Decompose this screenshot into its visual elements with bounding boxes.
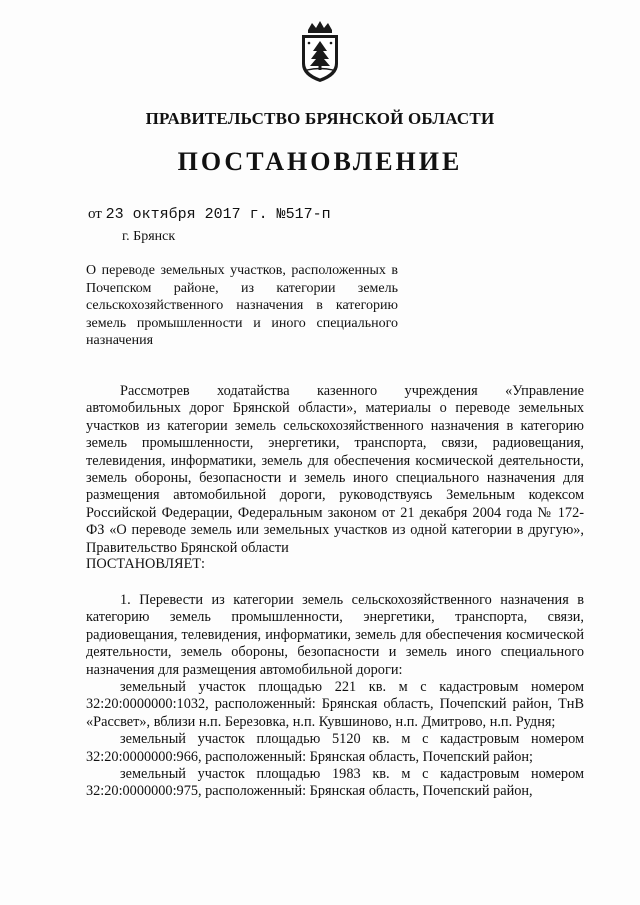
document-city: г. Брянск	[122, 229, 176, 244]
land-plot-paragraph: земельный участок площадью 5120 кв. м с кадастровым номером 32:20:0000000:966, расположенный: Брянская область, Почепский район;	[86, 731, 584, 765]
document-date-line	[88, 206, 331, 223]
preamble-block	[86, 383, 584, 557]
date-and-number: 23 октября 2017 г. №517-п	[105, 206, 331, 223]
preamble-paragraph: Рассмотрев ходатайства казенного учреждения «Управление автомобильных дорог Брянской области», материалы о переводе земельных участков из категории земель сельскохозяйственного назначения в категорию земель промышленности, энергетики, транспорта, связи, радиовещания, телевидения, информатики, земель для обеспечения космической деятельности, земель обороны, безопасности и земель иного специального назначения для размещения автомобильной дороги, руководствуясь Земельным кодексом Российской Федерации, Федеральным законом от 21 декабря 2004 года № 172-ФЗ «О переводе земель или земельных участков из одной категории в другую», Правительство Брянской области	[86, 383, 584, 556]
bryansk-coat-of-arms-icon	[296, 20, 344, 84]
decree-items	[86, 592, 584, 801]
document-type-title: ПОСТАНОВЛЕНИЕ	[177, 147, 463, 176]
organization-title: ПРАВИТЕЛЬСТВО БРЯНСКОЙ ОБЛАСТИ	[145, 109, 495, 128]
date-prefix: от	[88, 206, 102, 222]
document-subject: О переводе земельных участков, расположенных в Почепском районе, из категории земель сельскохозяйственного назначения в категорию земель промышленности и иного специального назначения	[86, 263, 398, 348]
land-plot-paragraph: земельный участок площадью 221 кв. м с кадастровым номером 32:20:0000000:1032, расположенный: Брянская область, Почепский район, ТнВ «Рассвет», вблизи н.п. Березовка, н.п. Кувшиново, н.п. Дмитрово, н.п. Рудня;	[86, 679, 584, 730]
decree-word: ПОСТАНОВЛЯЕТ:	[86, 556, 206, 572]
land-plot-paragraph: земельный участок площадью 1983 кв. м с кадастровым номером 32:20:0000000:975, расположенный: Брянская область, Почепский район,	[86, 766, 584, 800]
item-paragraph: 1. Перевести из категории земель сельскохозяйственного назначения в категорию земель промышленности, энергетики, транспорта, связи, радиовещания, телевидения, информатики, земель для обеспечения космической деятельности, земель обороны, безопасности и земель иного специального назначения для размещения автомобильной дороги:	[86, 592, 584, 678]
